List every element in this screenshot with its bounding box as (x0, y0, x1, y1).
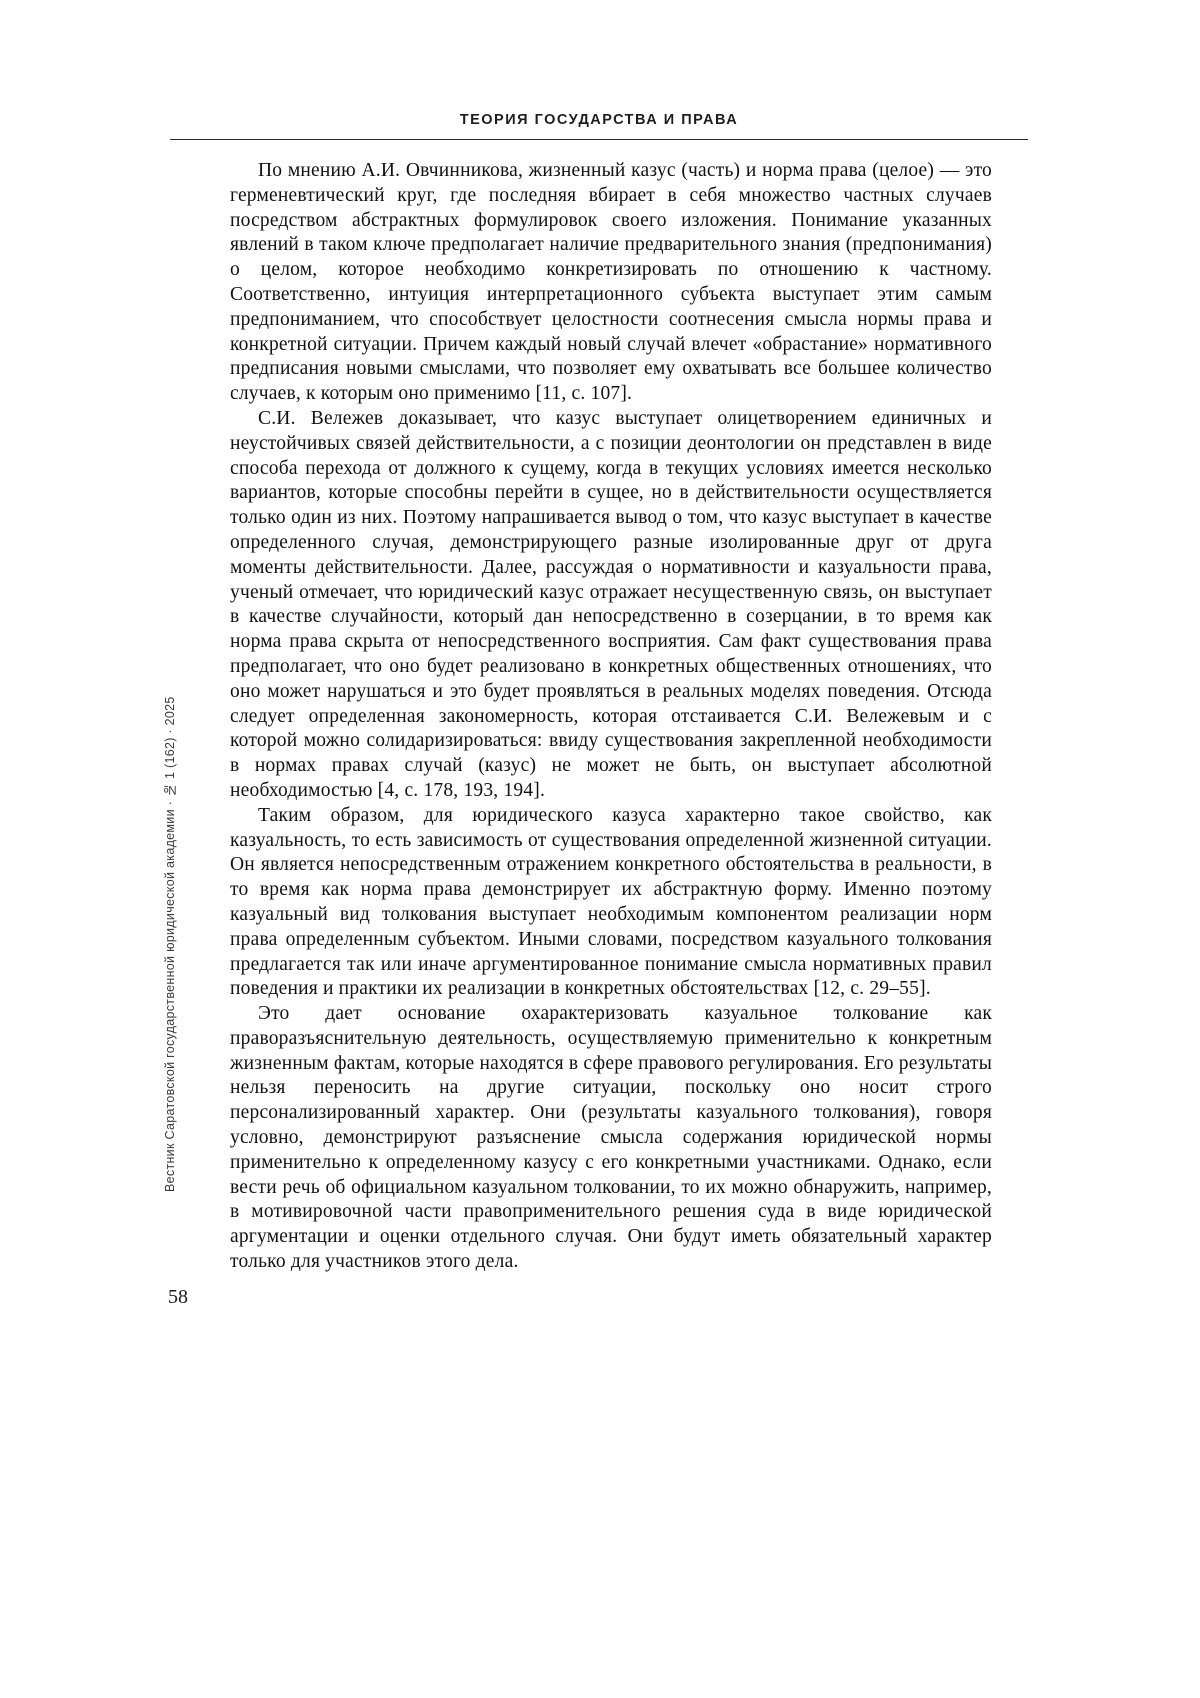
journal-imprint-vertical: Вестник Саратовской государственной юридической академии · № 1 (162) · 2025 (163, 696, 177, 1192)
paragraph: Это дает основание охарактеризовать казуальное толкование как праворазъяснительную деятельность, осуществляемую применительно к конкретным жизненным фактам, которые находятся в сфере правового регулирования. Его результаты нельзя переносить на другие ситуации, поскольку оно носит строго персонализированный характер. Они (результаты казуального толкования), говоря условно, демонстрируют разъяснение смысла содержания юридической нормы применительно к определенному казусу с его конкретными участниками. Однако, если вести речь об официальном казуальном толковании, то их можно обнаружить, например, в мотивировочной части правоприменительного решения суда в виде юридической аргументации и оценки отдельного случая. Они будут иметь обязательный характер только для участников этого дела. (230, 1003, 992, 1273)
header-rule (170, 139, 1028, 140)
paragraph: С.И. Вележев доказывает, что казус выступает олицетворением единичных и неустойчивых связей действительности, а с позиции деонтологии он представлен в виде способа перехода от должного к сущему, когда в текущих условиях имеется несколько вариантов, которые способны перейти в сущее, но в действительности осуществляется только один из них. Поэтому напрашивается вывод о том, что казус выступает в качестве определенного случая, демонстрирующего разные изолированные друг от друга моменты действительности. Далее, рассуждая о нормативности и казуальности права, ученый отмечает, что юридический казус отражает несущественную связь, он выступает в качестве случайности, который дан непосредственно в созерцании, в то время как норма права скрыта от непосредственного восприятия. Сам факт существования права предполагает, что оно будет реализовано в конкретных общественных отношениях, что оно может нарушаться и это будет проявляться в реальных моделях поведения. Отсюда следует определенная закономерность, которая отстаивается С.И. Вележевым и с которой можно солидаризироваться: ввиду существования закрепленной необходимости в нормах правах случай (казус) не может не быть, он выступает абсолютной необходимостью [4, с. 178, 193, 194]. (230, 407, 992, 801)
page-number: 58 (168, 1286, 188, 1308)
article-body (230, 159, 992, 1275)
paragraph: По мнению А.И. Овчинникова, жизненный казус (часть) и норма права (целое) — это герменевтический круг, где последняя вбирает в себя множество частных случаев посредством абстрактных формулировок своего изложения. Понимание указанных явлений в таком ключе предполагает наличие предварительного знания (предпонимания) о целом, которое необходимо конкретизировать по отношению к частному. Соответственно, интуиция интерпретационного субъекта выступает этим самым предпониманием, что способствует целостности соотнесения смысла нормы права и конкретной ситуации. Причем каждый новый случай влечет «обрастание» нормативного предписания новыми смыслами, что позволяет ему охватывать все большее количество случаев, к которым оно применимо [11, с. 107]. (230, 160, 992, 405)
running-head: ТЕОРИЯ ГОСУДАРСТВА И ПРАВА (459, 112, 739, 128)
paragraph: Таким образом, для юридического казуса характерно такое свойство, как казуальность, то есть зависимость от существования определенной жизненной ситуации. Он является непосредственным отражением конкретного обстоятельства в реальности, в то время как норма права демонстрирует их абстрактную форму. Именно поэтому казуальный вид толкования выступает необходимым компонентом реализации норм права определенным субъектом. Иными словами, посредством казуального толкования предлагается так или иначе аргументированное понимание смысла нормативных правил поведения и практики их реализации в конкретных обстоятельствах [12, с. 29–55]. (230, 804, 992, 1000)
